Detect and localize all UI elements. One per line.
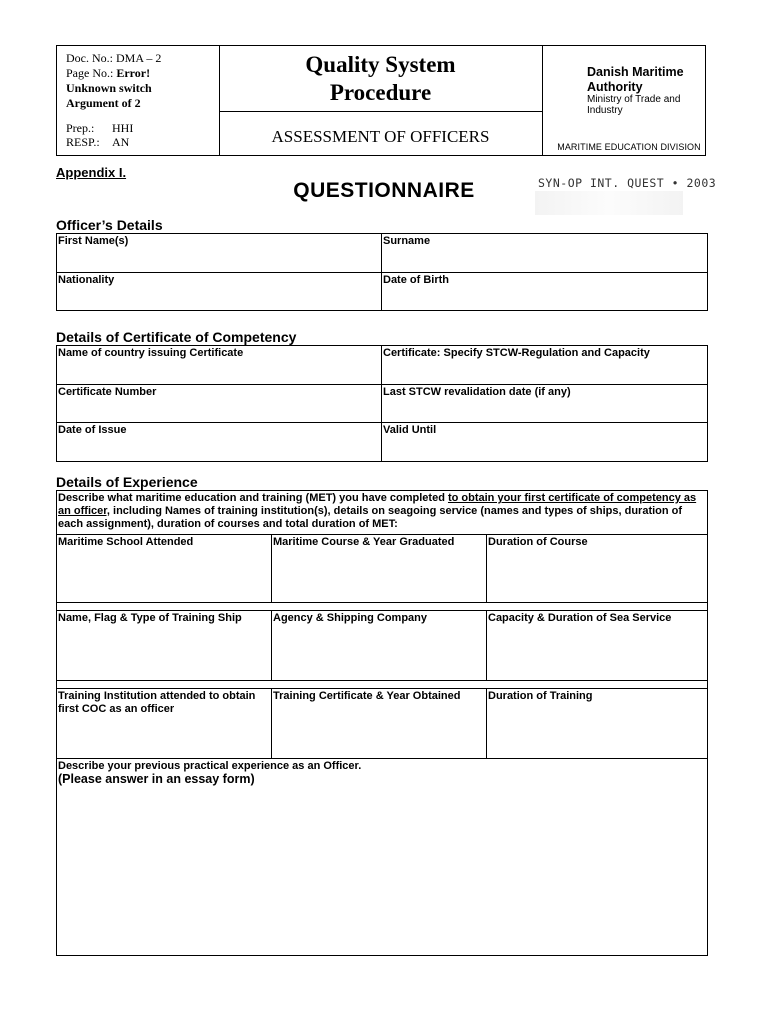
agency-field[interactable]	[272, 611, 487, 681]
page-no-value: Error!	[116, 66, 151, 80]
stamp-text: SYN-OP INT. QUEST • 2003	[538, 176, 717, 190]
prep-label: Prep.:	[66, 121, 95, 135]
authority-line1: Danish Maritime	[587, 65, 684, 79]
procedure-title-line1: Quality System	[305, 52, 456, 77]
valid-until-label: Valid Until	[383, 424, 437, 436]
page-no-label: Page No.:	[66, 66, 114, 80]
training-ship-label: Name, Flag & Type of Training Ship	[58, 612, 242, 624]
practical-experience-field[interactable]	[57, 759, 708, 956]
stamp-background	[535, 191, 683, 215]
experience-table	[56, 490, 708, 956]
nationality-label: Nationality	[58, 274, 115, 286]
training-certificate-label: Training Certificate & Year Obtained	[273, 690, 461, 702]
training-ship-field[interactable]	[57, 611, 272, 681]
experience-heading: Details of Experience	[56, 474, 198, 490]
school-field[interactable]	[57, 535, 272, 603]
intro-text-part2: including Names of training institution(s), details on seagoing service (names and types of ships, duration of each assignment), duration of courses and total duration of MET:	[58, 505, 683, 530]
row-spacer	[57, 603, 708, 611]
issuing-country-label: Name of country issuing Certificate	[58, 347, 244, 359]
essay-note: (Please answer in an essay form)	[58, 772, 255, 786]
resp-label: RESP.:	[66, 135, 100, 149]
certificate-heading: Details of Certificate of Competency	[56, 329, 297, 345]
practical-experience-label: Describe your previous practical experience as an Officer.	[58, 760, 362, 772]
certificate-number-field[interactable]	[57, 385, 382, 423]
intro-text-part1: Describe what maritime education and training (MET) you have completed	[58, 492, 448, 504]
date-of-issue-label: Date of Issue	[58, 424, 127, 436]
training-institution-field[interactable]	[57, 689, 272, 759]
document-header	[56, 45, 706, 156]
resp-value: AN	[112, 135, 130, 149]
school-label: Maritime School Attended	[58, 536, 194, 548]
page-no-line3: Argument of 2	[66, 96, 141, 110]
procedure-title	[219, 51, 542, 107]
training-duration-field[interactable]	[487, 689, 708, 759]
doc-no-value: DMA – 2	[116, 51, 162, 65]
course-year-label: Maritime Course & Year Graduated	[273, 536, 455, 548]
division-name: MARITIME EDUCATION DIVISION	[557, 142, 701, 152]
agency-label: Agency & Shipping Company	[273, 612, 428, 624]
authority-name	[587, 65, 702, 95]
course-duration-field[interactable]	[487, 535, 708, 603]
doc-no-label: Doc. No.:	[66, 51, 113, 65]
stcw-regulation-field[interactable]	[382, 346, 708, 385]
date-of-birth-label: Date of Birth	[383, 274, 449, 286]
sea-service-label: Capacity & Duration of Sea Service	[488, 612, 672, 624]
intro-text-underlined: to obtain your first certificate of competency as an officer,	[58, 492, 697, 517]
procedure-subtitle: ASSESSMENT OF OFFICERS	[271, 127, 490, 146]
valid-until-field[interactable]	[382, 423, 708, 462]
stcw-regulation-label: Certificate: Specify STCW-Regulation and Capacity	[383, 347, 650, 359]
surname-label: Surname	[383, 235, 431, 247]
prep-resp	[66, 121, 133, 149]
prep-value: HHI	[112, 121, 134, 135]
training-institution-label: Training Institution attended to obtain first COC as an officer	[58, 690, 256, 715]
certificate-table	[56, 345, 708, 462]
issuing-country-field[interactable]	[57, 346, 382, 385]
ministry-name	[587, 94, 702, 116]
ministry-line2: Industry	[587, 105, 623, 116]
certificate-number-label: Certificate Number	[58, 386, 157, 398]
header-divider-right	[542, 46, 543, 156]
page-title: QUESTIONNAIRE	[293, 179, 475, 202]
training-certificate-field[interactable]	[272, 689, 487, 759]
appendix-label: Appendix I.	[56, 165, 127, 180]
date-of-birth-field[interactable]	[382, 273, 708, 311]
procedure-title-line2: Procedure	[329, 80, 432, 105]
date-of-issue-field[interactable]	[57, 423, 382, 462]
row-spacer	[57, 681, 708, 689]
revalidation-date-label: Last STCW revalidation date (if any)	[383, 386, 571, 398]
course-duration-label: Duration of Course	[488, 536, 588, 548]
authority-line2: Authority	[587, 80, 643, 94]
course-year-field[interactable]	[272, 535, 487, 603]
officer-details-table	[56, 233, 708, 311]
nationality-field[interactable]	[57, 273, 382, 311]
surname-field[interactable]	[382, 234, 708, 273]
revalidation-date-field[interactable]	[382, 385, 708, 423]
officer-details-heading: Officer’s Details	[56, 217, 163, 233]
doc-info	[66, 51, 161, 111]
page-no-line2: Unknown switch	[66, 81, 152, 95]
training-duration-label: Duration of Training	[488, 690, 593, 702]
experience-intro	[57, 491, 708, 535]
ministry-line1: Ministry of Trade and	[587, 94, 681, 105]
header-divider-middle	[219, 111, 543, 112]
first-name-field[interactable]	[57, 234, 382, 273]
sea-service-field[interactable]	[487, 611, 708, 681]
first-name-label: First Name(s)	[58, 235, 129, 247]
